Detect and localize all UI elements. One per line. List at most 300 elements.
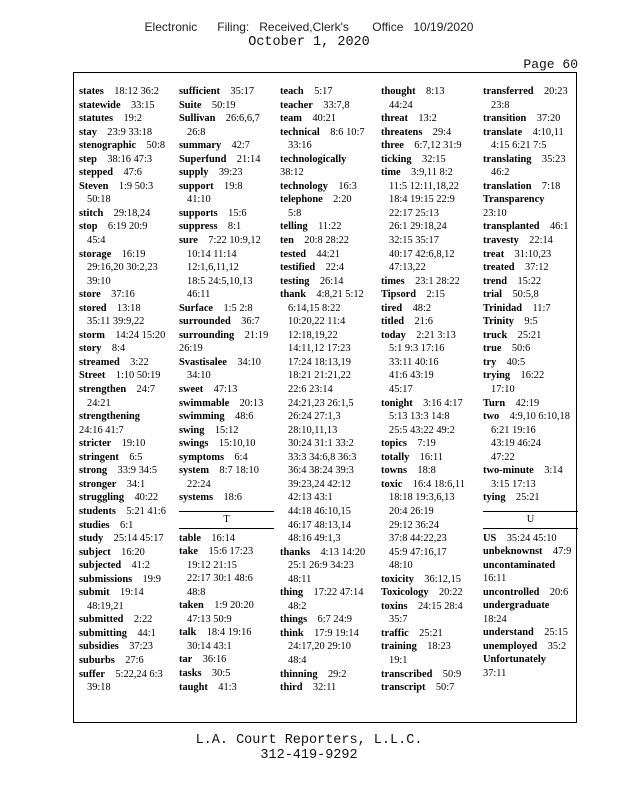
index-word: Transparency [483, 194, 545, 206]
index-word: three [381, 140, 404, 152]
page-line-refs: 34:10 [187, 370, 211, 382]
index-word: thank [280, 289, 306, 301]
page-line-refs: 18:18 19:3,6,13 [389, 492, 455, 504]
page-line-refs: 24:15 28:4 [417, 600, 463, 612]
index-word: truck [483, 329, 508, 341]
page-line-refs: 48:10 [389, 560, 413, 572]
page-line-refs: 16:19 [121, 248, 146, 260]
index-entry [483, 653, 578, 680]
index-word: transferred [483, 86, 534, 97]
page-line-refs: 35:11 39:9,22 [87, 316, 145, 328]
index-entry [79, 532, 174, 546]
page-line-refs: 2:22 [133, 614, 153, 626]
page-line-refs: 18:24 [483, 613, 507, 625]
index-entry [280, 668, 375, 682]
index-entry [381, 627, 476, 641]
index-entry [483, 586, 578, 600]
page-line-refs: 16:11 [483, 573, 507, 585]
index-word: sufficient [179, 86, 220, 97]
page-line-refs: 4:13 14:20 [320, 546, 366, 558]
index-word: swimmable [179, 397, 230, 409]
index-word: supply [179, 167, 209, 179]
index-entry [280, 220, 375, 234]
page-line-refs: 32:15 35:17 [389, 235, 439, 247]
page-line-refs: 29:16,20 30:2,23 [87, 262, 158, 274]
index-entry [79, 613, 174, 627]
index-entry [381, 288, 476, 302]
index-word: thought [381, 86, 416, 97]
page-line-refs: 33:15 [130, 99, 155, 111]
index-entry [179, 220, 274, 234]
index-entry [280, 112, 375, 126]
page-line-refs: 40:21 [312, 113, 336, 125]
page-line-refs: 12:18,19,22 [288, 329, 338, 341]
page-line-refs: 35:2 [547, 640, 567, 652]
index-entry [179, 356, 274, 383]
page-line-refs: 6:7 24:9 [317, 614, 352, 626]
index-word: two [483, 411, 500, 423]
index-entry [381, 451, 476, 465]
page-line-refs: 3:14 [544, 465, 563, 477]
page-line-refs: 18:21 21:21,22 [288, 370, 351, 382]
page-line-refs: 19:1 [389, 654, 408, 666]
index-word: technologically [280, 153, 347, 165]
page-line-refs: 24:17,20 29:10 [288, 641, 351, 653]
index-entry [483, 302, 578, 316]
page-line-refs: 18:4 19:15 22:9 [389, 194, 455, 206]
page-line-refs: 16:4 18:6,11 [412, 478, 465, 490]
page-line-refs: 29:18,24 [113, 207, 151, 219]
page-line-refs: 37:23 [129, 641, 153, 653]
index-word: transition [483, 113, 527, 125]
index-word: understand [483, 627, 534, 639]
index-word: try [483, 356, 497, 368]
index-entry [179, 139, 274, 153]
index-word: take [179, 546, 199, 558]
page-line-refs: 37:8 44:22,23 [389, 533, 447, 545]
page-line-refs: 50:7 [435, 682, 455, 694]
index-word: summary [179, 140, 222, 152]
page-line-refs: 29:12 36:24 [389, 519, 439, 531]
index-entry [179, 85, 274, 99]
index-entry [483, 126, 578, 153]
page-line-refs: 15:6 [228, 207, 247, 219]
index-word: testified [280, 262, 316, 274]
index-word: strengthening [79, 411, 141, 423]
page-line-refs: 21:14 [236, 153, 261, 165]
index-entry [179, 397, 274, 411]
index-word: thinning [280, 668, 318, 680]
index-entry [79, 573, 174, 587]
page-line-refs: 30:24 31:1 33:2 [288, 438, 354, 450]
page-line-refs: 50:19 [211, 99, 236, 111]
index-word: thanks [280, 546, 311, 558]
index-column-3 [280, 85, 375, 695]
index-word: Trinidad [483, 302, 523, 314]
index-entry [179, 545, 274, 599]
index-entry [79, 180, 174, 207]
index-word: tasks [179, 667, 202, 679]
index-entry [79, 451, 174, 465]
index-entry [280, 234, 375, 248]
index-word: Surface [179, 302, 214, 314]
index-entry [381, 640, 476, 667]
page-line-refs: 46:11 [187, 289, 211, 301]
page-line-refs: 5:22,24 6:3 [115, 668, 163, 680]
page-line-refs: 24:21 [87, 397, 111, 409]
index-entry [280, 99, 375, 113]
index-entry [79, 166, 174, 180]
index-word: streamed [79, 356, 120, 368]
index-entry [179, 653, 274, 667]
page-line-refs: 26:1 29:18,24 [389, 221, 447, 233]
index-word: trial [483, 289, 503, 301]
index-word: stringent [79, 451, 119, 463]
page-line-refs: 5:8 [288, 207, 302, 219]
page-line-refs: 22:14 [529, 235, 553, 247]
page-line-refs: 19:2 [123, 113, 142, 125]
index-word: trying [483, 370, 511, 382]
index-entry [280, 586, 375, 613]
index-word: taken [179, 600, 204, 612]
page-line-refs: 1:5 2:8 [223, 302, 253, 314]
index-word: tonight [381, 397, 413, 409]
page-line-refs: 34:1 [126, 478, 146, 490]
index-entry [79, 668, 174, 695]
index-word: ten [280, 235, 294, 247]
index-entry [483, 112, 578, 126]
index-entry [179, 491, 274, 505]
index-entry [483, 288, 578, 302]
page-line-refs: 41:6 43:19 [389, 370, 434, 382]
page-line-refs: 35:23 [541, 153, 566, 165]
page-line-refs: 1:9 20:20 [214, 600, 254, 612]
index-entry [79, 640, 174, 654]
page-line-refs: 5:1 9:3 17:16 [389, 343, 445, 355]
index-word: towns [381, 465, 407, 477]
index-word: undergraduate [483, 600, 550, 612]
page-line-refs: 19:9 [142, 573, 162, 585]
index-entry [79, 519, 174, 533]
index-word: thing [280, 587, 304, 599]
page-line-refs: 25:14 45:17 [113, 533, 164, 545]
page-line-refs: 23:8 [491, 99, 510, 111]
page-line-refs: 7:22 10:9,12 [208, 235, 261, 247]
index-entry [79, 478, 174, 492]
index-word: translation [483, 180, 532, 192]
page-line-refs: 6:4 [234, 451, 248, 463]
page-line-refs: 24:7 [136, 384, 156, 396]
index-entry [179, 329, 274, 356]
index-word: teacher [280, 99, 313, 111]
index-word: stepped [79, 167, 114, 179]
index-word: Svastisalee [179, 356, 227, 368]
index-word: submitting [79, 627, 127, 639]
index-entry [483, 234, 578, 248]
index-word: US [483, 532, 497, 544]
page-line-refs: 48:2 [288, 600, 307, 612]
index-entry [79, 288, 174, 302]
index-entry [381, 437, 476, 451]
page-line-refs: 4:9,10 6:10,18 [509, 411, 570, 423]
index-word: telling [280, 221, 308, 233]
page-line-refs: 32:11 [312, 682, 337, 694]
page-line-refs: 33:11 40:16 [389, 356, 439, 368]
page-line-refs: 11:5 12:11,18,22 [389, 180, 459, 192]
page-line-refs: 31:10,23 [514, 248, 552, 260]
index-entry [483, 640, 578, 654]
index-word: stronger [79, 478, 117, 490]
index-entry [179, 410, 274, 424]
page-line-refs: 47:13 50:9 [187, 613, 232, 625]
index-word: sweet [179, 384, 204, 396]
index-entry [79, 207, 174, 221]
index-column-1 [79, 85, 174, 695]
index-entry [79, 220, 174, 247]
page-line-refs: 39:10 [87, 275, 111, 287]
index-entry [483, 559, 578, 586]
index-entry [79, 383, 174, 410]
index-word: Turn [483, 397, 506, 409]
index-entry [381, 139, 476, 153]
page-line-refs: 22:17 25:13 [389, 207, 439, 219]
index-word: topics [381, 438, 407, 450]
index-entry [179, 626, 274, 653]
page-line-refs: 41:3 [218, 681, 237, 693]
index-word: studies [79, 519, 110, 531]
index-entry [381, 126, 476, 140]
page-line-refs: 50:5,8 [512, 289, 539, 301]
index-word: subsidies [79, 641, 119, 653]
page-line-refs: 8:7 18:10 [219, 465, 259, 477]
index-word: talk [179, 627, 197, 639]
index-entry [79, 153, 174, 167]
page-line-refs: 47:6 [123, 167, 142, 179]
index-entry [483, 626, 578, 640]
page-line-refs: 44:18 46:10,15 [288, 505, 351, 517]
page-line-refs: 35:17 [230, 86, 255, 97]
page-line-refs: 8:6 10:7 [330, 126, 365, 138]
page-line-refs: 18:5 24:5,10,13 [187, 275, 253, 287]
index-entry [381, 275, 476, 289]
page-line-refs: 20:13 [239, 397, 264, 409]
index-entry [179, 424, 274, 438]
page-line-refs: 42:13 43:1 [288, 492, 333, 504]
page-line-refs: 20:8 28:22 [304, 235, 349, 247]
page-line-refs: 20:4 26:19 [389, 505, 434, 517]
index-word: suburbs [79, 654, 115, 666]
page-line-refs: 36:16 [202, 654, 227, 666]
page-line-refs: 19:12 21:15 [187, 559, 237, 571]
page-line-refs: 23:9 33:18 [107, 126, 153, 138]
index-word: strong [79, 465, 108, 477]
index-word: traffic [381, 627, 409, 639]
page-line-refs: 37:16 [111, 289, 135, 301]
page-number: Page 60 [523, 57, 578, 72]
page-line-refs: 25:21 [419, 627, 443, 639]
index-entry [79, 85, 174, 99]
index-word: ticking [381, 153, 412, 165]
index-word: surrounding [179, 329, 235, 341]
index-word: submitted [79, 614, 124, 626]
index-entry [179, 207, 274, 221]
index-entry [280, 627, 375, 668]
page-line-refs: 42:7 [231, 140, 251, 152]
index-word: telephone [280, 194, 323, 206]
index-word: study [79, 533, 104, 545]
page-line-refs: 24:16 41:7 [79, 424, 124, 436]
index-entry [381, 112, 476, 126]
page-line-refs: 15:12 [214, 424, 239, 436]
index-word: taught [179, 681, 208, 693]
index-word: translating [483, 153, 532, 165]
page-line-refs: 38:16 47:3 [107, 153, 153, 165]
page-line-refs: 7:18 [541, 180, 561, 192]
index-word: support [179, 180, 214, 192]
page-line-refs: 18:23 [427, 641, 451, 653]
index-column-5 [483, 85, 578, 681]
page-line-refs: 13:18 [116, 302, 141, 314]
page-line-refs: 25:21 [515, 492, 540, 504]
page-line-refs: 5:17 [314, 86, 333, 97]
page-line-refs: 50:6 [511, 343, 531, 355]
page-line-refs: 36:4 38:24 39:3 [288, 465, 354, 477]
page-line-refs: 34:10 [237, 356, 261, 368]
page-line-refs: 13:2 [418, 113, 437, 125]
page-line-refs: 30:14 43:1 [187, 640, 232, 652]
page-line-refs: 40:22 [134, 492, 159, 504]
index-word: submit [79, 587, 110, 599]
filing-date: October 1, 2020 [248, 35, 370, 50]
page-line-refs: 47:9 [552, 546, 572, 558]
page-line-refs: 36:12,15 [424, 573, 461, 585]
page-line-refs: 45:4 [87, 235, 106, 247]
page-line-refs: 21:6 [414, 316, 433, 328]
index-word: Street [79, 370, 106, 382]
index-word: transcribed [381, 668, 433, 680]
page-line-refs: 33:16 [288, 140, 312, 152]
page-line-refs: 42:19 [515, 397, 540, 409]
index-entry [280, 613, 375, 627]
index-entry [381, 573, 476, 587]
page-line-refs: 50:18 [87, 194, 111, 206]
page-line-refs: 33:7,8 [323, 99, 350, 111]
page-line-refs: 50:8 [146, 140, 166, 152]
page-line-refs: 46:1 [549, 221, 569, 233]
index-word: suppress [179, 221, 218, 233]
index-entry [483, 599, 578, 626]
page-line-refs: 4:8,21 5:12 [316, 289, 364, 301]
index-column-2 [179, 85, 274, 694]
page-line-refs: 20:22 [438, 587, 463, 599]
index-word: systems [179, 492, 214, 504]
page-line-refs: 47:22 [491, 451, 515, 463]
page-line-refs: 19:14 [120, 587, 144, 599]
index-word: Superfund [179, 153, 227, 165]
index-entry [79, 126, 174, 140]
footer-phone: 312-419-9292 [260, 748, 358, 763]
index-entry [179, 153, 274, 167]
page-line-refs: 50:9 [442, 668, 462, 680]
page-line-refs: 16:14 [211, 532, 235, 544]
page-line-refs: 10:20,22 11:4 [288, 316, 346, 328]
index-word: trend [483, 275, 508, 287]
page-line-refs: 48:11 [288, 573, 312, 585]
index-word: Tipsord [381, 289, 417, 301]
index-entry [483, 85, 578, 112]
index-entry [79, 654, 174, 668]
index-entry [381, 478, 476, 573]
page-line-refs: 21:19 26:19 [179, 329, 269, 355]
page-line-refs: 46:17 48:13,14 [288, 519, 351, 531]
page-line-refs: 19:8 [224, 180, 243, 192]
page-line-refs: 15:6 17:23 [208, 546, 254, 558]
index-word: struggling [79, 492, 125, 504]
index-word: unbeknownst [483, 546, 543, 558]
page-line-refs: 46:2 [491, 167, 510, 179]
index-word: subjected [79, 560, 122, 572]
page-line-refs: 2:21 3:13 [416, 329, 456, 341]
index-entry [381, 315, 476, 329]
page-line-refs: 10:14 11:14 [187, 248, 237, 260]
index-entry [483, 545, 578, 559]
page-line-refs: 26:6,6,7 [225, 113, 260, 125]
page-line-refs: 4:10,11 [532, 126, 564, 138]
page-line-refs: 29:4 [432, 126, 452, 138]
index-word: symptoms [179, 451, 225, 463]
index-word: stricter [79, 438, 112, 450]
index-word: unemployed [483, 640, 538, 652]
page-line-refs: 30:5 [211, 667, 231, 679]
page-line-refs: 9:5 [524, 316, 538, 328]
index-word: threat [381, 113, 408, 125]
page-line-refs: 33:3 34:6,8 36:3 [288, 451, 357, 463]
index-word: toxic [381, 478, 403, 490]
page-line-refs: 18:12 36:2 [114, 86, 159, 97]
index-entry [280, 153, 375, 180]
page-line-refs: 33:9 34:5 [117, 465, 158, 477]
index-word: team [280, 113, 302, 125]
page-line-refs: 17:9 19:14 [314, 627, 359, 639]
index-word: supports [179, 207, 218, 219]
index-entry [483, 532, 578, 546]
index-word: testing [280, 275, 310, 287]
index-word: totally [381, 451, 410, 463]
page-line-refs: 32:15 [422, 153, 446, 165]
index-word: storm [79, 329, 105, 341]
index-word: submissions [79, 573, 133, 585]
page-line-refs: 28:10,11,13 [288, 424, 338, 436]
page-line-refs: 48:8 [187, 586, 206, 598]
page-line-refs: 36:7 [241, 316, 260, 328]
index-entry [483, 491, 578, 505]
page-line-refs: 8:13 [426, 86, 445, 97]
page-line-refs: 11:22 [318, 221, 342, 233]
index-word: threatens [381, 126, 423, 138]
page-line-refs: 47:13,22 [389, 262, 426, 274]
page-line-refs: 25:15 [544, 627, 568, 639]
page-line-refs: 3:15 17:13 [491, 478, 536, 490]
page-line-refs: 17:24 18:13,19 [288, 356, 351, 368]
index-word: statewide [79, 99, 121, 111]
index-word: Steven [79, 180, 109, 192]
page-line-refs: 25:5 43:22 49:2 [389, 424, 455, 436]
index-word: treat [483, 248, 505, 260]
filing-header: Electronic Filing: Received,Clerk's Office 10/19/2020 [144, 20, 474, 34]
index-entry [79, 546, 174, 560]
index-word: sure [179, 235, 198, 247]
index-word: training [381, 641, 417, 653]
